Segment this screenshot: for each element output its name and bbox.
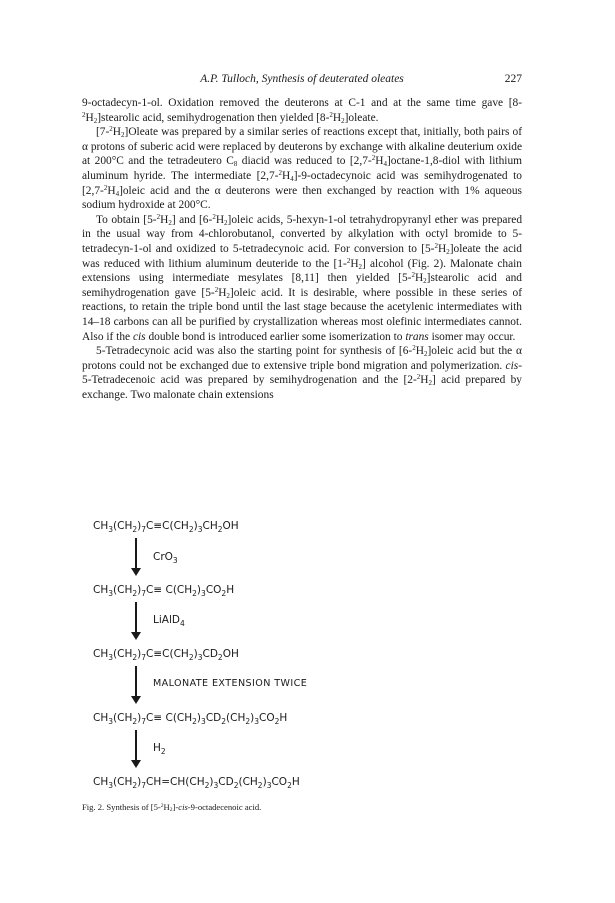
reaction-arrow-3 bbox=[131, 666, 141, 704]
figure-caption: Fig. 2. Synthesis of $[5-^2H_2]-cis-9$-octadecenoic acid. bbox=[82, 802, 262, 813]
paragraph-1: 9-octadecyn-1-ol. Oxidation removed the deuterons at C-1 and at the same time gave $[8-^2H_2]stearolic$ acid, semihydrogenation then yielded $[8-^2H_2]oleate$. bbox=[82, 97, 522, 125]
paragraph-2: $[7-^2H_2]Oleate$ was prepared by a similar series of reactions except that, initially, both pairs of α protons of suberic acid were replaced by deuterons by exchange with alkaline deuterium oxide at 200°C and the tetradeutero $C_8$ diacid was reduced to $[2,7-^2H_4]octane-1,8$-diol with lithium aluminum hyride. The intermediate $[2,7-^2H_4]-9$-octadecynoic acid was semihydrogenated to $[2,7-^2H_4]oleic$ acid and the α deuterons were then exchanged by reaction with 1% aqueous sodium hydroxide at 200°C. bbox=[82, 125, 522, 212]
scheme-compound-1: $CH_3(CH_2)_7C\equiv C(CH_2)_3CH_2OH$ bbox=[93, 520, 239, 534]
paragraph-3: To obtain $[5-^2H_2]$ and $[6-^2H_2]oleic$ acids, 5-hexyn-1-ol tetrahydropyranyl ether was prepared in the usual way from 4-chlorobutanol, converted by alkylation with octyl bromide to 5-tetradecyn-1-ol and oxidized to 5-tetradecynoic acid. For conversion to $[5-^2H_2]oleate$ the acid was reduced with lithium aluminum deuteride to the $[1-^2H_2]$ alcohol (Fig. 2). Malonate chain extensions using intermediate mesylates [8,11] then yielded $[5-^2H_2]stearolic$ acid and semihydrogenation gave $[5-^2H_2]oleic$ acid. It is desirable, where possible in these series of reactions, to retain the triple bond until the last stage because the acetylenic intermediates with 14–18 carbons can all be purified by crystallization whereas most olefinic intermediates cannot. Also if the cis double bond is introduced earlier some isomerization to trans isomer may occur. bbox=[82, 212, 523, 343]
scheme-compound-5: $CH_3(CH_2)_7CH=CH(CH_2)_3CD_2(CH_2)_3CO_2H$ bbox=[93, 776, 300, 790]
scheme-compound-4: $CH_3(CH_2)_7C\equiv C(CH_2)_3CD_2(CH_2)_3CO_2H$ bbox=[93, 712, 288, 726]
reaction-arrow-1 bbox=[131, 538, 141, 576]
scheme-compound-2: $CH_3(CH_2)_7C\equiv C(CH_2)_3CO_2H$ bbox=[93, 584, 235, 598]
running-title: A.P. Tulloch, Synthesis of deuterated oleates bbox=[200, 73, 404, 85]
reagent-hydrogen: $H_2$ bbox=[153, 742, 166, 756]
body-text bbox=[82, 96, 522, 402]
reaction-arrow-2 bbox=[131, 602, 141, 640]
reagent-reductant: LiAlD$_4$ bbox=[153, 614, 185, 628]
scheme-compound-3: $CH_3(CH_2)_7C\equiv C(CH_2)_3CD_2OH$ bbox=[93, 648, 239, 662]
page-number: 227 bbox=[504, 73, 522, 85]
running-header bbox=[82, 73, 522, 89]
reagent-malonate-extension: MALONATE EXTENSION TWICE bbox=[153, 678, 308, 689]
reagent-oxidant: CrO$_3$ bbox=[153, 551, 178, 565]
reaction-arrow-4 bbox=[131, 730, 141, 768]
paragraph-4: 5-Tetradecynoic acid was also the starting point for synthesis of $[6-^2H_2]oleic$ acid but the α protons could not be exchanged due to extensive triple bond migration and polymerization. cis-5-Tetradecenoic acid was prepared by semihydrogenation and the $[2-^2H_2]$ acid prepared by exchange. Two malonate chain extensions bbox=[82, 344, 523, 401]
figure-label: Fig. 2. bbox=[82, 802, 105, 812]
